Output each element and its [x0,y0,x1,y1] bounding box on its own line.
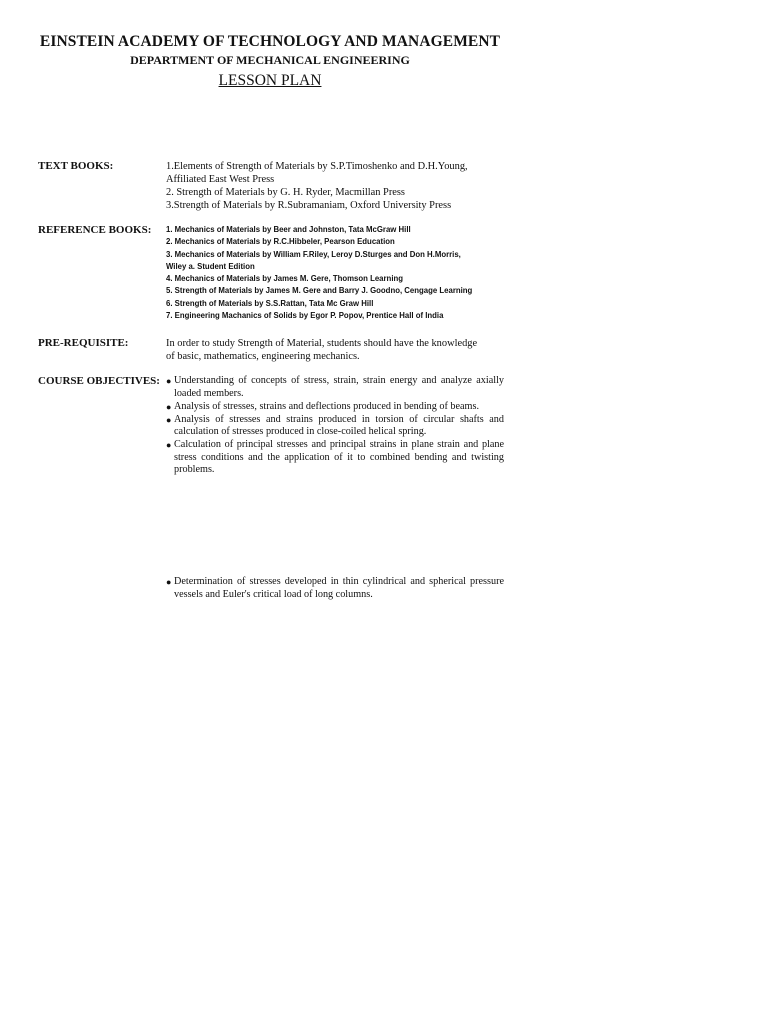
text-books-list [166,160,504,212]
objective-text: Analysis of stresses and strains produced in torsion of circular shafts and calculation of stresses produced in close-coiled helical spring. [174,413,504,437]
reference-book-line: 7. Engineering Machanics of Solids by Egor P. Popov, Prentice Hall of India [166,311,444,321]
objective-text: Analysis of stresses, strains and deflections produced in bending of beams. [174,400,479,412]
objective-text: Calculation of principal stresses and principal strains in plane strain and plane stress conditions and the application of it to combined bending and twisting problems. [174,439,504,475]
reference-books-list [166,224,504,322]
text-book-line: 1.Elements of Strength of Materials by S.P.Timoshenko and D.H.Young, [166,161,468,172]
course-objectives-section [38,375,508,485]
objective-text: Determination of stresses developed in thin cylindrical and spherical pressure vessels and Euler's critical load of long columns. [174,576,504,600]
objective-text: Understanding of concepts of stress, strain, strain energy and analyze axially loaded members. [174,375,504,399]
reference-book-line: 5. Strength of Materials by James M. Gere and Barry J. Goodno, Cengage Learning [166,286,473,296]
bullet-icon: ● [166,577,172,587]
bullet-icon: ● [166,401,172,412]
department-name: DEPARTMENT OF MECHANICAL ENGINEERING [130,53,410,67]
objective-item [166,439,504,477]
document-header [0,32,540,91]
reference-book-line: 2. Mechanics of Materials by R.C.Hibbeler, Pearson Education [166,237,395,247]
objective-item [166,414,504,439]
reference-book-line: Wiley a. Student Edition [166,261,255,271]
course-objectives-continued-list [166,576,504,602]
text-books-label: TEXT BOOKS: [38,160,114,172]
text-books-section [38,160,508,215]
objective-item [166,576,504,601]
pre-requisite-section [38,337,508,367]
objective-item [166,401,504,414]
course-objectives-label: COURSE OBJECTIVES: [38,375,160,387]
objective-item [166,375,504,400]
reference-book-line: 1. Mechanics of Materials by Beer and Johnston, Tata McGraw Hill [166,225,411,234]
text-book-line: 3.Strength of Materials by R.Subramaniam, Oxford University Press [166,200,452,211]
text-book-line: 2. Strength of Materials by G. H. Ryder, Macmillan Press [166,187,405,198]
reference-books-section [38,224,508,326]
pre-requisite-line: of basic, mathematics, engineering mechanics. [166,351,360,362]
reference-book-line: 6. Strength of Materials by S.S.Rattan, Tata Mc Graw Hill [166,298,374,308]
document-title: LESSON PLAN [218,72,322,89]
text-book-line: Affiliated East West Press [166,174,275,185]
bullet-icon: ● [166,414,172,425]
pre-requisite-label: PRE-REQUISITE: [38,337,129,349]
reference-books-label: REFERENCE BOOKS: [38,224,152,236]
pre-requisite-text [166,337,504,363]
bullet-icon: ● [166,376,172,386]
course-objectives-continued [38,576,508,606]
pre-requisite-line: In order to study Strength of Material, students should have the knowledge [166,338,478,349]
institution-name: EINSTEIN ACADEMY OF TECHNOLOGY AND MANAGEMENT [39,33,501,50]
course-objectives-list [166,375,504,477]
reference-book-line: 3. Mechanics of Materials by William F.Riley, Leroy D.Sturges and Don H.Morris, [166,249,461,259]
reference-book-line: 4. Mechanics of Materials by James M. Gere, Thomson Learning [166,274,404,284]
bullet-icon: ● [166,440,172,450]
